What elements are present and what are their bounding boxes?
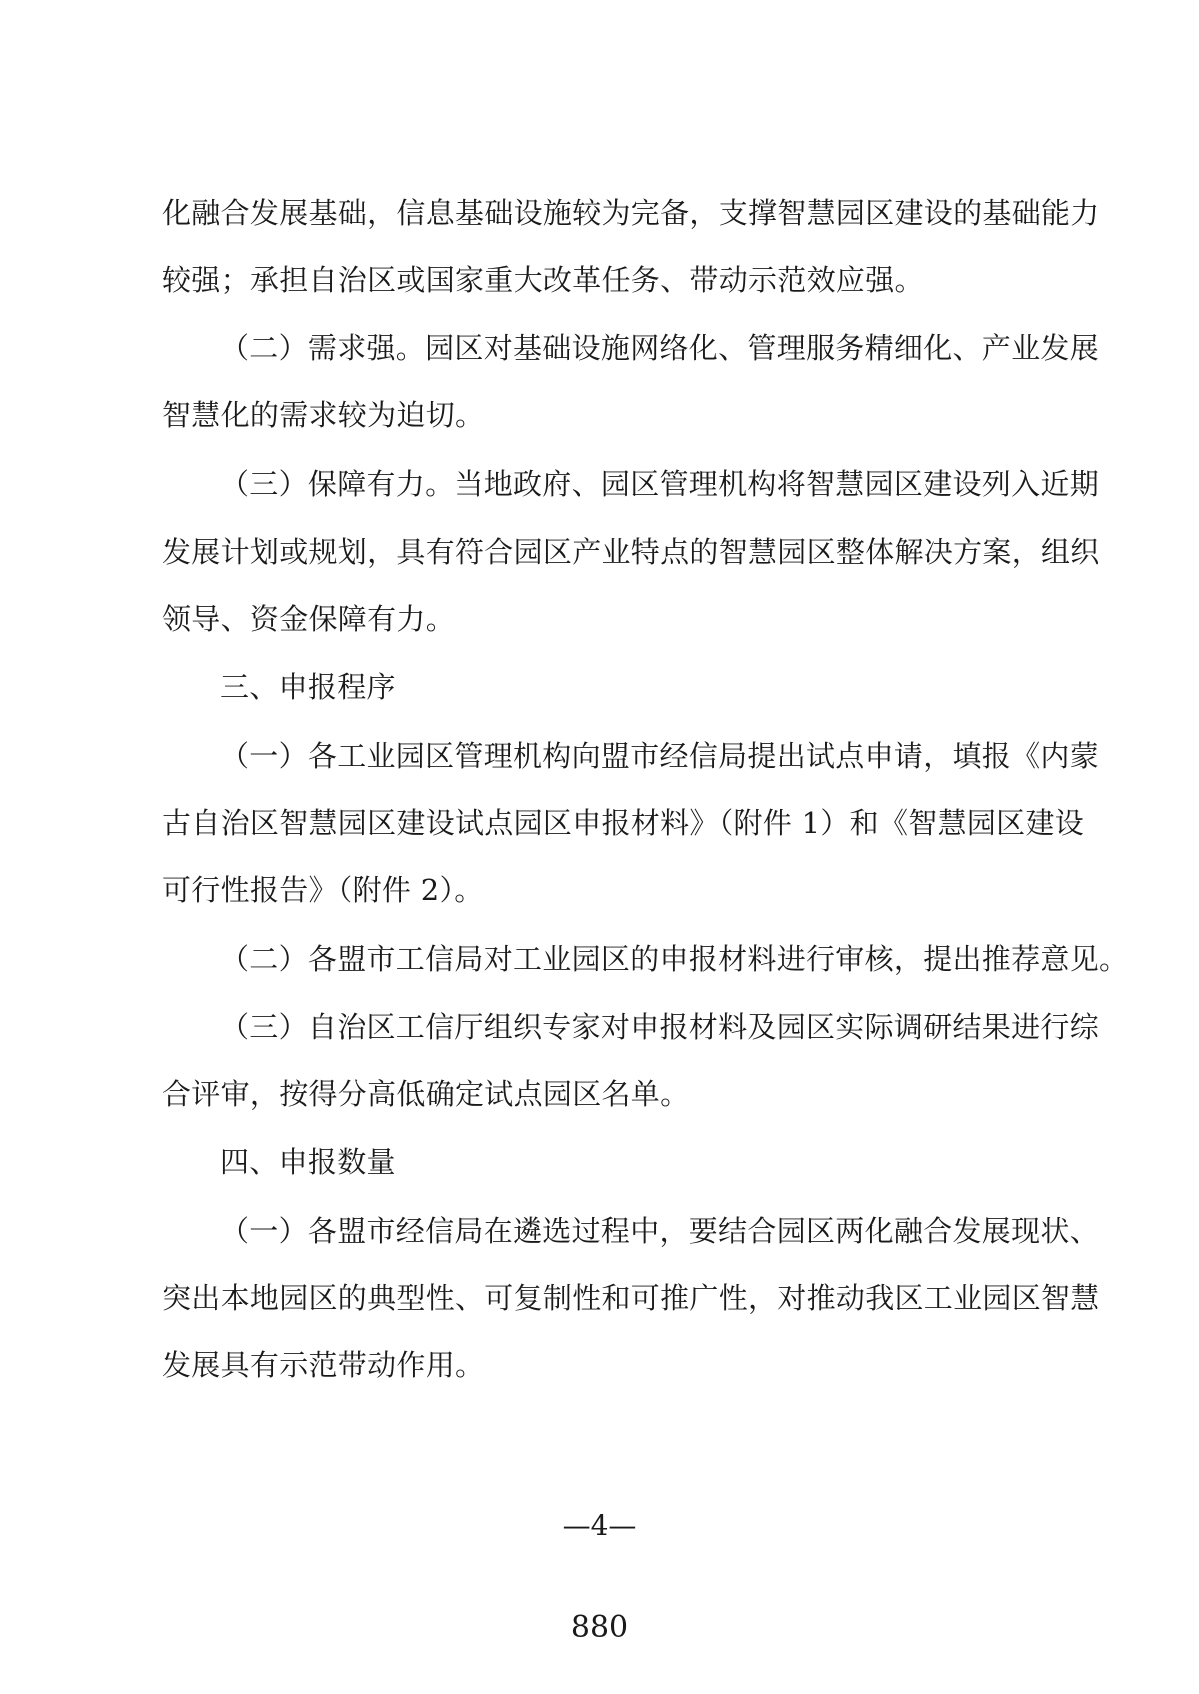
body-line: 古自治区智慧园区建设试点园区申报材料》（附件 1）和《智慧园区建设	[162, 806, 1085, 840]
paragraph-start-line: （三）保障有力。当地政府、园区管理机构将智慧园区建设列入近期	[220, 467, 1100, 501]
body-line: 突出本地园区的典型性、可复制性和可推广性，对推动我区工业园区智慧	[162, 1281, 1100, 1315]
body-line: 领导、资金保障有力。	[162, 602, 456, 636]
section-heading: 四、申报数量	[220, 1145, 396, 1179]
paragraph-start-line: （二）各盟市工信局对工业园区的申报材料进行审核，提出推荐意见。	[220, 942, 1129, 976]
paragraph-start-line: （一）各盟市经信局在遴选过程中，要结合园区两化融合发展现状、	[220, 1214, 1100, 1248]
page-number: 880	[570, 1610, 629, 1645]
section-heading: 三、申报程序	[220, 670, 396, 704]
body-line: 合评审，按得分高低确定试点园区名单。	[162, 1077, 690, 1111]
body-line: 发展具有示范带动作用。	[162, 1348, 485, 1382]
body-line: 智慧化的需求较为迫切。	[162, 398, 485, 432]
paragraph-start-line: （二）需求强。园区对基础设施网络化、管理服务精细化、产业发展	[220, 331, 1100, 365]
paragraph-start-line: （三）自治区工信厅组织专家对申报材料及园区实际调研结果进行综	[220, 1010, 1100, 1044]
paragraph-start-line: （一）各工业园区管理机构向盟市经信局提出试点申请，填报《内蒙	[220, 739, 1100, 773]
body-line: 发展计划或规划，具有符合园区产业特点的智慧园区整体解决方案，组织	[162, 535, 1100, 569]
page-marker: —4—	[562, 1509, 637, 1542]
body-line: 较强；承担自治区或国家重大改革任务、带动示范效应强。	[162, 263, 924, 297]
body-line: 化融合发展基础，信息基础设施较为完备，支撑智慧园区建设的基础能力	[162, 196, 1100, 230]
body-line: 可行性报告》（附件 2）。	[162, 873, 484, 907]
